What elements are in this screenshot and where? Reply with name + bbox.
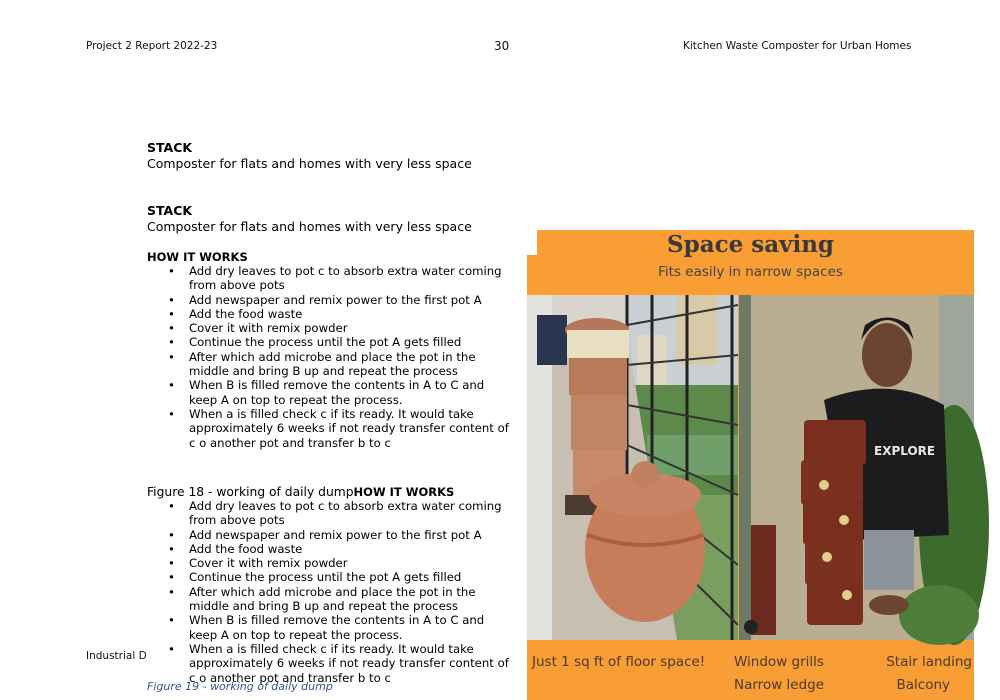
step-text: Add the food waste <box>189 306 303 321</box>
list-item <box>168 293 516 307</box>
header-doc-title: Kitchen Waste Composter for Urban Homes <box>683 40 912 52</box>
step-text: Add newspaper and remix power to the first pot A <box>189 292 482 307</box>
caption-window-grills: Window grills <box>734 654 824 670</box>
step-text: After which add microbe and place the pot in the middle and bring B up and repeat the process <box>189 584 476 614</box>
section-subtitle: Composter for flats and homes with very less space <box>147 156 472 171</box>
figure-caption: Figure 18 - working of daily dump <box>147 485 354 499</box>
caption-balcony: Balcony <box>896 677 950 693</box>
step-text: Continue the process until the pot A gets filled <box>189 570 462 585</box>
bullet-icon: • <box>168 292 175 307</box>
step-text: Cover it with remix powder <box>189 321 348 336</box>
bullet-icon: • <box>168 613 175 628</box>
step-text: When B is filled remove the contents in A to C and keep A on top to repeat the process. <box>189 613 485 642</box>
list-item <box>168 378 516 407</box>
balcony-pots-photo <box>527 295 738 640</box>
steps-list <box>168 264 516 450</box>
step-text: When a is filled check c if its ready. It would take approximately 6 weeks if not ready transfer content of c o another pot and transfer b to c <box>189 641 509 685</box>
step-text: Continue the process until the pot A gets filled <box>189 335 462 350</box>
caption-stair-landing: Stair landing <box>886 654 972 670</box>
how-it-works-heading: HOW IT WORKS <box>147 250 248 264</box>
step-text: When a is filled check c if its ready. It would take approximately 6 weeks if not ready transfer content of c o another pot and transfer b to c <box>189 406 509 450</box>
step-text: Cover it with remix powder <box>189 556 348 571</box>
bullet-icon: • <box>168 321 175 336</box>
bullet-icon: • <box>168 499 175 513</box>
list-item <box>168 407 516 450</box>
list-item <box>168 350 516 379</box>
page-number: 30 <box>494 39 510 53</box>
list-item <box>168 613 516 642</box>
list-item <box>168 585 516 614</box>
step-text: After which add microbe and place the pot in the middle and bring B up and repeat the process <box>189 349 476 379</box>
bullet-icon: • <box>168 570 175 585</box>
steps-list-2 <box>168 499 516 685</box>
list-item <box>168 264 516 293</box>
bullet-icon: • <box>168 264 175 278</box>
how-it-works-heading: HOW IT WORKS <box>353 485 455 499</box>
step-text: Add the food waste <box>189 541 303 556</box>
step-text: Add dry leaves to pot c to absorb extra water coming from above pots <box>189 499 502 528</box>
bullet-icon: • <box>168 306 175 321</box>
list-item <box>168 570 516 584</box>
bullet-icon: • <box>168 406 175 421</box>
bullet-icon: • <box>168 349 175 364</box>
space-saving-figure <box>527 231 974 700</box>
footer-text: Industrial D <box>86 650 147 662</box>
panel-title: Space saving <box>667 231 834 258</box>
list-item <box>168 321 516 335</box>
bullet-icon: • <box>168 584 175 599</box>
section-title: STACK <box>147 140 193 155</box>
section-subtitle: Composter for flats and homes with very less space <box>147 219 472 234</box>
svg-text:EXPLORE: EXPLORE <box>874 444 936 458</box>
header-title: Project 2 Report 2022-23 <box>86 40 218 52</box>
list-item <box>168 556 516 570</box>
person-with-buckets-photo <box>739 295 974 640</box>
caption-narrow-ledge: Narrow ledge <box>734 677 825 693</box>
list-item <box>168 335 516 349</box>
list-item <box>168 542 516 556</box>
section-stack-1 <box>147 140 472 172</box>
bullet-icon: • <box>168 378 175 393</box>
bullet-icon: • <box>168 556 175 571</box>
figure-19-caption: Figure 19 - working of daily dump <box>147 680 333 693</box>
list-item <box>168 528 516 542</box>
panel-subtitle: Fits easily in narrow spaces <box>658 264 843 280</box>
section-stack-2 <box>147 203 472 235</box>
bullet-icon: • <box>168 541 175 556</box>
step-text: When B is filled remove the contents in A to C and keep A on top to repeat the process. <box>189 378 485 407</box>
list-item <box>168 642 516 685</box>
step-text: Add newspaper and remix power to the first pot A <box>189 527 482 542</box>
bullet-icon: • <box>168 527 175 542</box>
bullet-icon: • <box>168 641 175 656</box>
step-text: Add dry leaves to pot c to absorb extra water coming from above pots <box>189 264 502 293</box>
list-item <box>168 499 516 528</box>
figure-18-caption <box>147 484 454 500</box>
caption-floor-space: Just 1 sq ft of floor space! <box>532 654 706 670</box>
section-title: STACK <box>147 203 193 218</box>
list-item <box>168 307 516 321</box>
bullet-icon: • <box>168 335 175 350</box>
